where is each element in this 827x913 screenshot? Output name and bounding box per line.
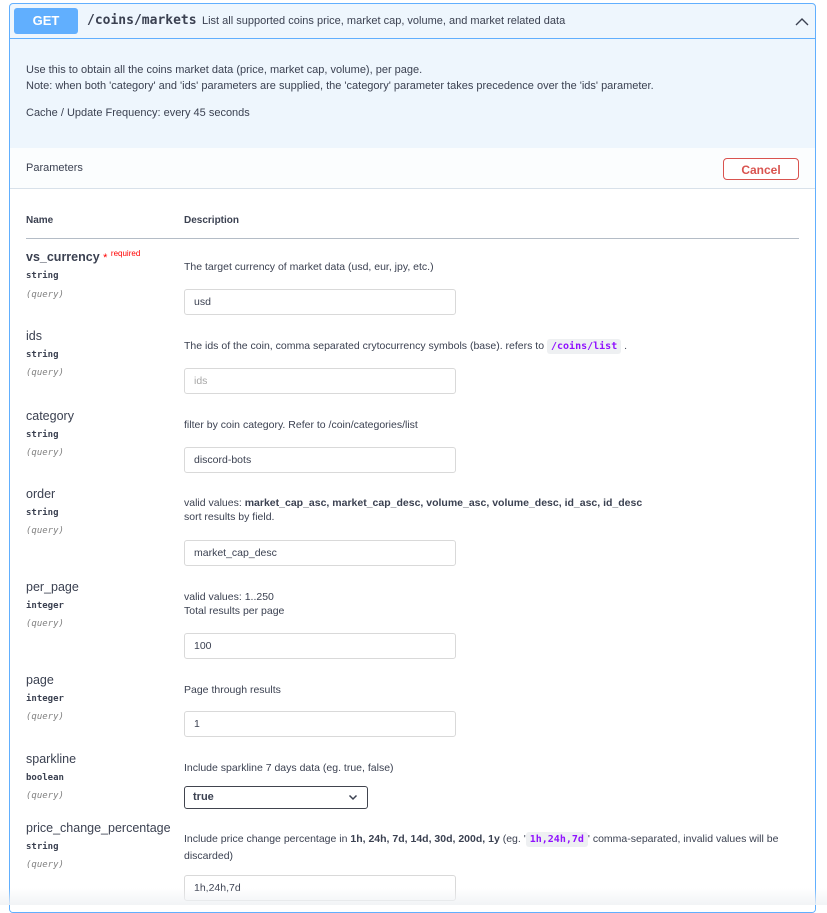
param-name-ids: ids xyxy=(26,329,42,343)
param-description: Include price change percentage in 1h, 24h, 7d, 14d, 30d, 200d, 1y (eg. ' 1h,24h,7d ' comma-separated, invalid values will be discarded) xyxy=(184,833,779,862)
column-header-name: Name xyxy=(26,215,54,226)
param-type: string xyxy=(26,430,59,440)
page-input[interactable] xyxy=(184,711,456,737)
param-type: string xyxy=(26,271,59,281)
param-location: (query) xyxy=(26,448,64,458)
param-description: filter by coin category. Refer to /coin/categories/list xyxy=(184,419,418,431)
param-type: boolean xyxy=(26,773,64,783)
bottom-fade xyxy=(0,888,827,905)
endpoint-path: /coins/markets xyxy=(87,13,197,28)
param-name-sparkline: sparkline xyxy=(26,752,77,766)
sparkline-select[interactable] xyxy=(184,786,368,809)
chevron-up-icon[interactable] xyxy=(793,13,811,31)
operation-description-line2: Note: when both 'category' and 'ids' parameters are supplied, the 'category' parameter takes precedence over the 'ids' parameter. xyxy=(26,80,654,92)
param-name-per-page: per_page xyxy=(26,580,79,594)
endpoint-summary: List all supported coins price, market cap, volume, and market related data xyxy=(202,15,566,27)
param-type: string xyxy=(26,508,59,518)
param-name-vs-currency: vs_currency * $^{required}$ xyxy=(26,249,141,264)
chevron-down-icon xyxy=(348,792,358,802)
valid-values: 1h, 24h, 7d, 14d, 30d, 200d, 1y xyxy=(350,833,500,845)
parameters-header xyxy=(10,148,815,189)
param-name-order: order xyxy=(26,487,56,501)
param-name-price-change-percentage: price_change_percentage xyxy=(26,821,171,835)
valid-values: market_cap_asc, market_cap_desc, volume_asc, volume_desc, id_asc, id_desc xyxy=(244,497,643,509)
http-method-badge: GET xyxy=(14,8,78,34)
cache-note: Cache / Update Frequency: every 45 seconds xyxy=(26,107,250,119)
param-location: (query) xyxy=(26,860,64,870)
param-description: valid values: 1..250 Total results per page xyxy=(184,591,285,617)
param-description: Page through results xyxy=(184,684,281,696)
param-type: string xyxy=(26,350,59,360)
sparkline-selected-value: true xyxy=(193,791,214,803)
vs-currency-input[interactable] xyxy=(184,289,456,315)
param-description: Include sparkline 7 days data (eg. true, false) xyxy=(184,762,394,774)
param-name-page: page xyxy=(26,673,54,687)
category-input[interactable] xyxy=(184,447,456,473)
param-description: The target currency of market data (usd, eur, jpy, etc.) xyxy=(184,261,434,273)
ids-input[interactable] xyxy=(184,368,456,394)
code-snippet: 1h,24h,7d xyxy=(526,832,588,847)
param-description: The ids of the coin, comma separated crytocurrency symbols (base). refers to /coins/list . xyxy=(184,340,628,352)
param-type: string xyxy=(26,842,59,852)
param-location: (query) xyxy=(26,791,64,801)
param-location: (query) xyxy=(26,290,64,300)
operation-summary[interactable] xyxy=(10,4,815,39)
param-type: integer xyxy=(26,601,64,611)
cancel-button[interactable]: Cancel xyxy=(723,158,799,180)
parameters-title: Parameters xyxy=(26,162,83,174)
required-label: required xyxy=(110,249,141,258)
param-type: integer xyxy=(26,694,64,704)
param-location: (query) xyxy=(26,619,64,629)
order-input[interactable] xyxy=(184,540,456,566)
param-location: (query) xyxy=(26,712,64,722)
operation-description-line1: Use this to obtain all the coins market data (price, market cap, volume), per page. xyxy=(26,64,423,76)
code-snippet: /coins/list xyxy=(547,339,621,354)
param-description: valid values: market_cap_asc, market_cap_desc, volume_asc, volume_desc, id_asc, id_desc sort results by field. xyxy=(184,497,643,523)
operation-block xyxy=(9,3,816,913)
param-location: (query) xyxy=(26,526,64,536)
parameters-table xyxy=(10,189,815,913)
param-name-category: category xyxy=(26,409,74,423)
required-star: * xyxy=(103,252,108,264)
header-divider xyxy=(26,238,799,239)
param-location: (query) xyxy=(26,368,64,378)
per-page-input[interactable] xyxy=(184,633,456,659)
column-header-description: Description xyxy=(184,215,240,226)
